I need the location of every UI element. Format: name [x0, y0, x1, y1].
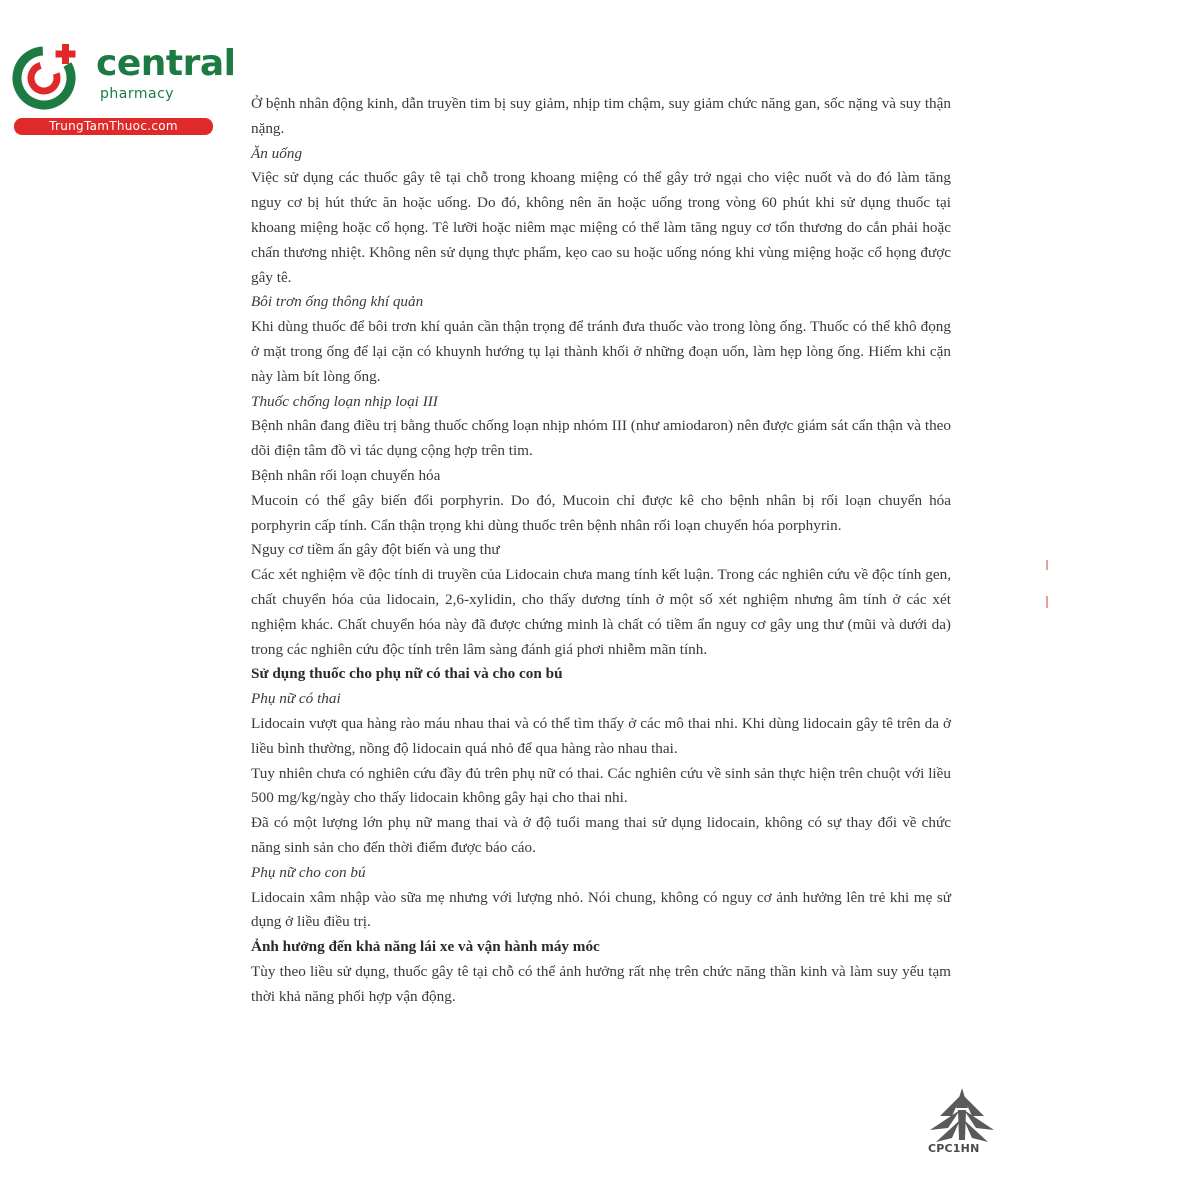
- subheading: Phụ nữ cho con bú: [251, 863, 366, 881]
- paragraph: Tùy theo liều sử dụng, thuốc gây tê tại chỗ có thể ảnh hưởng rất nhẹ trên chức năng thần kinh và làm suy yếu tạm thời khả năng phối hợp vận động.: [251, 962, 951, 1005]
- paragraph: Tuy nhiên chưa có nghiên cứu đầy đủ trên phụ nữ có thai. Các nghiên cứu về sinh sản thực hiện trên chuột với liều 500 mg/kg/ngày cho thấy lidocain không gây hại cho thai nhi.: [251, 764, 951, 807]
- scan-mark: [1046, 560, 1048, 570]
- paragraph: Các xét nghiệm về độc tính di truyền của Lidocain chưa mang tính kết luận. Trong các nghiên cứu về độc tính gen, chất chuyển hóa của lidocain, 2,6-xylidin, cho thấy dương tính ở một số xét nghiệm nhưng âm tính ở các xét nghiệm khác. Chất chuyển hóa này đã được chứng minh là chất có tiềm ẩn nguy cơ gây ung thư (mũi và dưới da) trong các nghiên cứu độc tính trên lâm sàng đánh giá phơi nhiễm mãn tính.: [251, 566, 951, 658]
- paragraph: Khi dùng thuốc để bôi trơn khí quản cần thận trọng để tránh đưa thuốc vào trong lòng ống. Thuốc có thể khô đọng ở mặt trong ống để lại cặn có khuynh hướng tụ lại thành khối ở những đoạn uốn, làm hẹp lòng ống. Hiếm khi cặn này làm bít lòng ống.: [251, 318, 951, 385]
- subheading: Ăn uống: [251, 144, 303, 162]
- publisher-mark: CPC1HN: [928, 1142, 980, 1155]
- section-heading: Sử dụng thuốc cho phụ nữ có thai và cho con bú: [251, 665, 563, 683]
- paragraph: Bệnh nhân rối loạn chuyển hóa: [251, 466, 441, 484]
- document-body: [251, 92, 951, 1009]
- paragraph: Nguy cơ tiềm ẩn gây đột biến và ung thư: [251, 541, 500, 559]
- paragraph: Lidocain vượt qua hàng rào máu nhau thai và có thể tìm thấy ở các mô thai nhi. Khi dùng lidocain gây tê trên da ở liều bình thường, nồng độ lidocain quá nhỏ để qua hàng rào nhau thai.: [251, 714, 951, 757]
- paragraph: Việc sử dụng các thuốc gây tê tại chỗ trong khoang miệng có thể gây trở ngại cho việc nuốt và do đó làm tăng nguy cơ bị hút thức ăn hoặc uống. Do đó, không nên ăn hoặc uống trong vòng 60 phút khi sử dụng thuốc tại khoang miệng hoặc cổ họng. Tê lưỡi hoặc niêm mạc miệng có thể làm tăng nguy cơ tổn thương do cắn phải hoặc chấn thương nhiệt. Không nên sử dụng thực phẩm, kẹo cao su hoặc uống nóng khi vùng miệng hoặc cổ họng được gây tê.: [251, 169, 951, 286]
- subheading: Thuốc chống loạn nhịp loại III: [251, 392, 438, 410]
- brand-name: central: [96, 43, 236, 84]
- paragraph: Bệnh nhân đang điều trị bằng thuốc chống loạn nhịp nhóm III (như amiodaron) nên được giám sát cẩn thận và theo dõi điện tâm đồ vì tác dụng cộng hợp trên tim.: [251, 417, 951, 460]
- subheading: Bôi trơn ống thông khí quản: [251, 293, 424, 311]
- paragraph: Ở bệnh nhân động kinh, dẫn truyền tim bị suy giảm, nhịp tim chậm, suy giảm chức năng gan, sốc nặng và suy thận nặng.: [251, 95, 951, 137]
- central-pharmacy-logo-icon: [10, 40, 82, 112]
- brand-logo: [10, 38, 236, 138]
- brand-url: TrungTamThuoc.com: [14, 118, 213, 135]
- paragraph: Lidocain xâm nhập vào sữa mẹ nhưng với lượng nhỏ. Nói chung, không có nguy cơ ảnh hưởng lên trẻ khi mẹ sử dụng ở liều điều trị.: [251, 888, 951, 931]
- subheading: Phụ nữ có thai: [251, 690, 341, 708]
- paragraph: Mucoin có thể gây biến đổi porphyrin. Do đó, Mucoin chỉ được kê cho bệnh nhân bị rối loạn chuyển hóa porphyrin cấp tính. Cẩn thận trọng khi dùng thuốc trên bệnh nhân rối loạn chuyển hóa porphyrin.: [251, 491, 951, 534]
- paragraph: Đã có một lượng lớn phụ nữ mang thai và ở độ tuổi mang thai sử dụng lidocain, không có sự thay đổi về chức năng sinh sản cho đến thời điểm được báo cáo.: [251, 814, 951, 856]
- section-heading: Ảnh hưởng đến khả năng lái xe và vận hành máy móc: [251, 938, 600, 956]
- brand-subtitle: pharmacy: [100, 86, 175, 102]
- scan-mark: [1046, 596, 1048, 608]
